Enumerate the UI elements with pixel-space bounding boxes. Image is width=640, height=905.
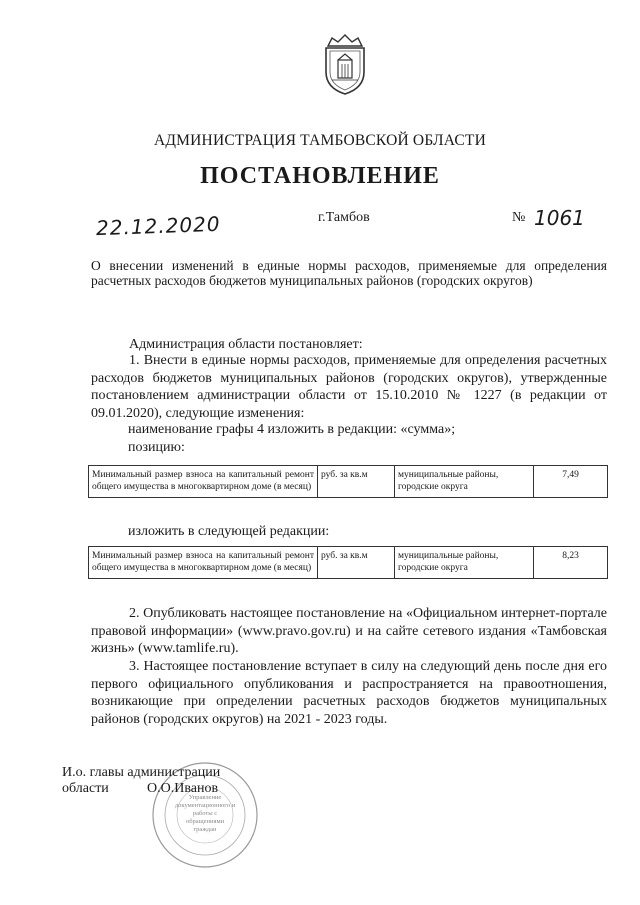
- intro-paragraph: Администрация области постановляет:: [129, 337, 363, 352]
- cell-name: Минимальный размер взноса на капитальный ремонт общего имущества в многоквартирном доме (в месяц): [89, 547, 318, 579]
- number-label: №: [512, 210, 526, 225]
- paragraph-1a: наименование графы 4 изложить в редакции: «сумма»;: [128, 422, 456, 437]
- signatory-title-line2: области: [62, 781, 109, 796]
- cell-name: Минимальный размер взноса на капитальный ремонт общего имущества в многоквартирном доме (в месяц): [89, 466, 318, 498]
- document-subject: О внесении изменений в единые нормы расходов, применяемые для определения расчетных расходов бюджетов муниципальных районов (городских округов): [91, 258, 607, 288]
- coat-of-arms-icon: [318, 32, 372, 96]
- paragraph-1b: позицию:: [128, 440, 185, 455]
- document-date: 22.12.2020: [95, 211, 221, 241]
- paragraph-1: 1. Внести в единые нормы расходов, применяемые для определения расчетных расходов бюджетов муниципальных районов (городских округов), утвержденные постановлением администрации области от 15.10.2010 № 1227 (в редакции от 09.01.2020), следующие изменения:: [91, 353, 607, 421]
- signatory-name: О.О.Иванов: [147, 781, 219, 796]
- cell-value: 8,23: [534, 547, 608, 579]
- cell-scope: муниципальные районы, городские округа: [395, 466, 534, 498]
- table-old-position: [88, 465, 608, 498]
- table-new-position: [88, 546, 608, 579]
- table-row: [89, 466, 608, 498]
- stamp-text: Управление документационного и работы с обращениями граждан: [174, 794, 236, 833]
- document-city: г.Тамбов: [318, 210, 370, 225]
- cell-scope: муниципальные районы, городские округа: [395, 547, 534, 579]
- cell-value: 7,49: [534, 466, 608, 498]
- organization-title: АДМИНИСТРАЦИЯ ТАМБОВСКОЙ ОБЛАСТИ: [154, 132, 486, 149]
- cell-unit: руб. за кв.м: [318, 547, 395, 579]
- table-row: [89, 547, 608, 579]
- signatory-title-line1: И.о. главы администрации: [62, 765, 221, 780]
- paragraph-3: 3. Настоящее постановление вступает в силу на следующий день после дня его первого официального опубликования и распространяется на правоотношения, возникающие при определении расчетных расходов бюджетов муниципальных районов (городских округов) на 2021 - 2023 годы.: [91, 659, 607, 727]
- document-type-title: ПОСТАНОВЛЕНИЕ: [200, 163, 440, 189]
- document-number: 1061: [534, 206, 585, 230]
- cell-unit: руб. за кв.м: [318, 466, 395, 498]
- paragraph-1c: изложить в следующей редакции:: [128, 524, 330, 539]
- paragraph-2: 2. Опубликовать настоящее постановление на «Официальном интернет-портале правовой информации» (www.pravo.gov.ru) и на сайте сетевого издания «Тамбовская жизнь» (www.tamlife.ru).: [91, 606, 607, 656]
